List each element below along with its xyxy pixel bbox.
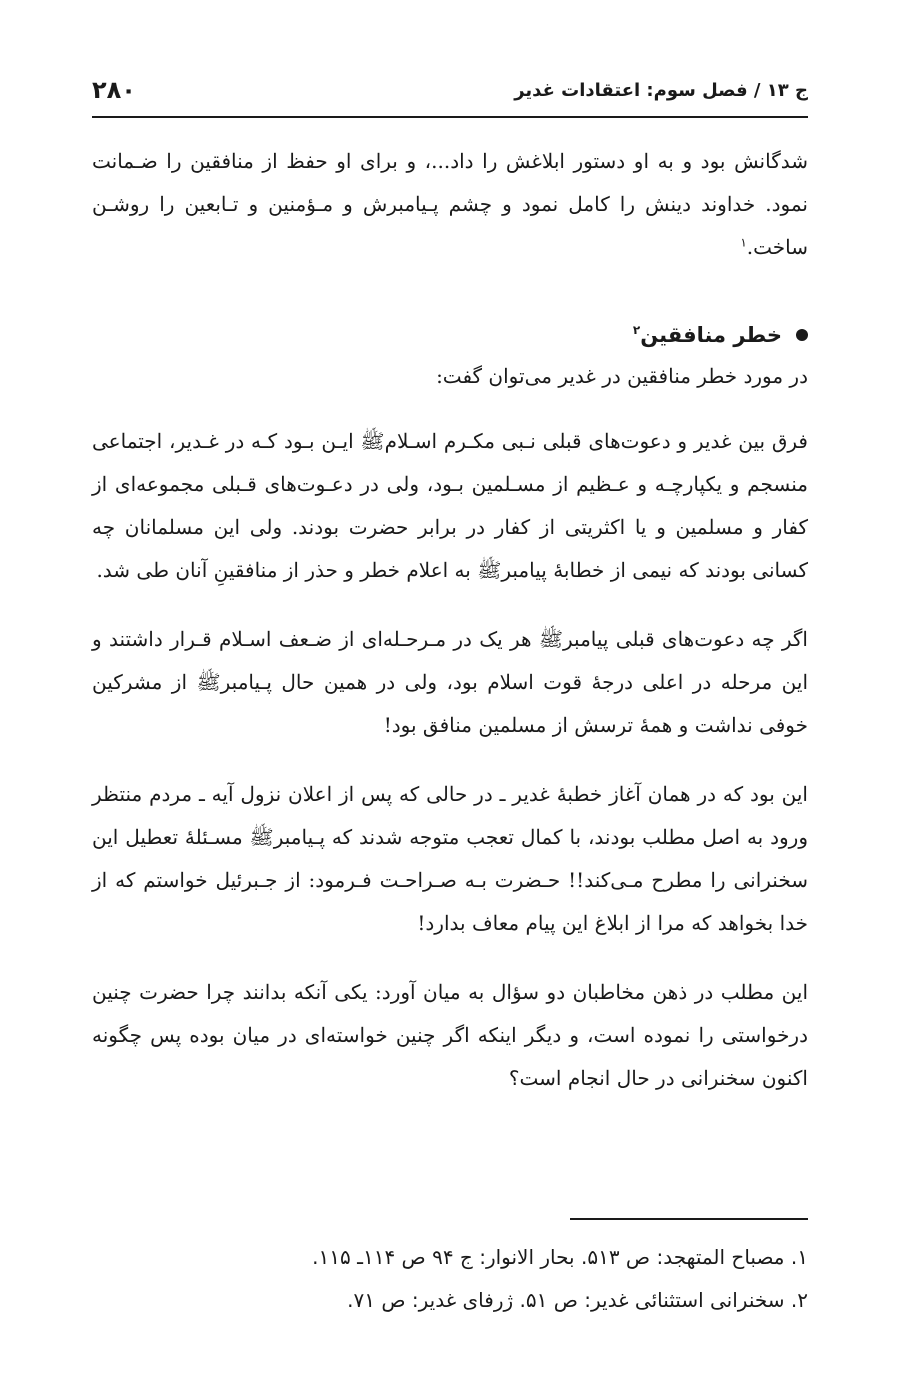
- footnote-ref-1: ۱: [740, 235, 747, 250]
- paragraph-1-text: شدگانش بود و به او دستور ابلاغش را داد...، و برای او حفظ از منافقین را ضـمانت نمود. خداوند دینش را کامل نمود و چشم پـیامبرش و مـؤمنین و تـابعین را روشـن ساخت.: [92, 149, 808, 259]
- footnotes: [92, 1236, 808, 1322]
- book-page: [92, 0, 808, 1390]
- paragraph-2: فرق بین غدیر و دعوت‌های قبلی نـبی مکـرم اسـلامﷺ ایـن بـود کـه در غـدیر، اجتماعی منسجم و یکپارچـه و عـظیم از مسـلمین بـود، ولی در دعـوت‌های قـبلی مجموعه‌ای از کفار و مسلمین و یا اکثریتی از کفار در برابر حضرت بودند. ولی این مسلمانان چه کسانی بودند که نیمی از خطابهٔ پیامبرﷺ به اعلام خطر و حذر از منافقینِ آنان طی شد.: [92, 429, 808, 582]
- section-heading: [92, 315, 808, 355]
- footnote-rule: [570, 1218, 808, 1220]
- paragraph-1: [92, 140, 808, 269]
- footnote-1: ۱. مصباح المتهجد: ص ۵۱۳. بحار الانوار: ج ۹۴ ص ۱۱۴ـ ۱۱۵.: [312, 1245, 808, 1269]
- paragraph-3: اگر چه دعوت‌های قبلی پیامبرﷺ هر یک در مـرحـله‌ای از ضـعف اسـلام قـرار داشتند و این مرحله در اعلی درجهٔ قوت اسلام بود، ولی در همین حال پـیامبرﷺ از مشرکین خوفی نداشت و همهٔ ترسش از مسلمین منافق بود!: [92, 627, 808, 737]
- body-text: [92, 140, 808, 1126]
- intro-line: در مورد خطر منافقین در غدیر می‌توان گفت:: [436, 364, 808, 388]
- page-number: ۲۸۰: [92, 76, 136, 104]
- footnote-2: ۲. سخنرانی استثنائی غدیر: ص ۵۱. ژرفای غدیر: ص ۷۱.: [347, 1288, 808, 1312]
- page-header: [92, 66, 808, 114]
- header-rule: [92, 116, 808, 118]
- paragraph-5: این مطلب در ذهن مخاطبان دو سؤال به میان آورد: یکی آنکه بدانند چرا حضرت چنین درخواستی را نموده است، و دیگر اینکه اگر چنین خواسته‌ای در میان بوده پس چگونه اکنون سخنرانی در حال انجام است؟: [92, 980, 809, 1090]
- section-heading-text: خطر منافقین$^۲$: [632, 323, 782, 347]
- bullet-icon: [796, 329, 808, 341]
- paragraph-4: این بود که در همان آغاز خطبهٔ غدیر ـ در حالی که پس از اعلان نزول آیه ـ مردم منتظر ورود به اصل مطلب بودند، با کمال تعجب متوجه شدند که پـیامبرﷺ مسـئلهٔ تعطیل این سخنرانی را مطرح مـی‌کند!! حـضرت بـه صـراحـت فـرمود: از جـبرئیل خواستم که از خدا بخواهد که مرا از ابلاغ این پیام معاف بدارد!: [92, 782, 808, 935]
- running-head: ج ۱۳ / فصل سوم: اعتقادات غدیر: [514, 79, 808, 101]
- footnote-ref-2: ۲: [632, 323, 641, 337]
